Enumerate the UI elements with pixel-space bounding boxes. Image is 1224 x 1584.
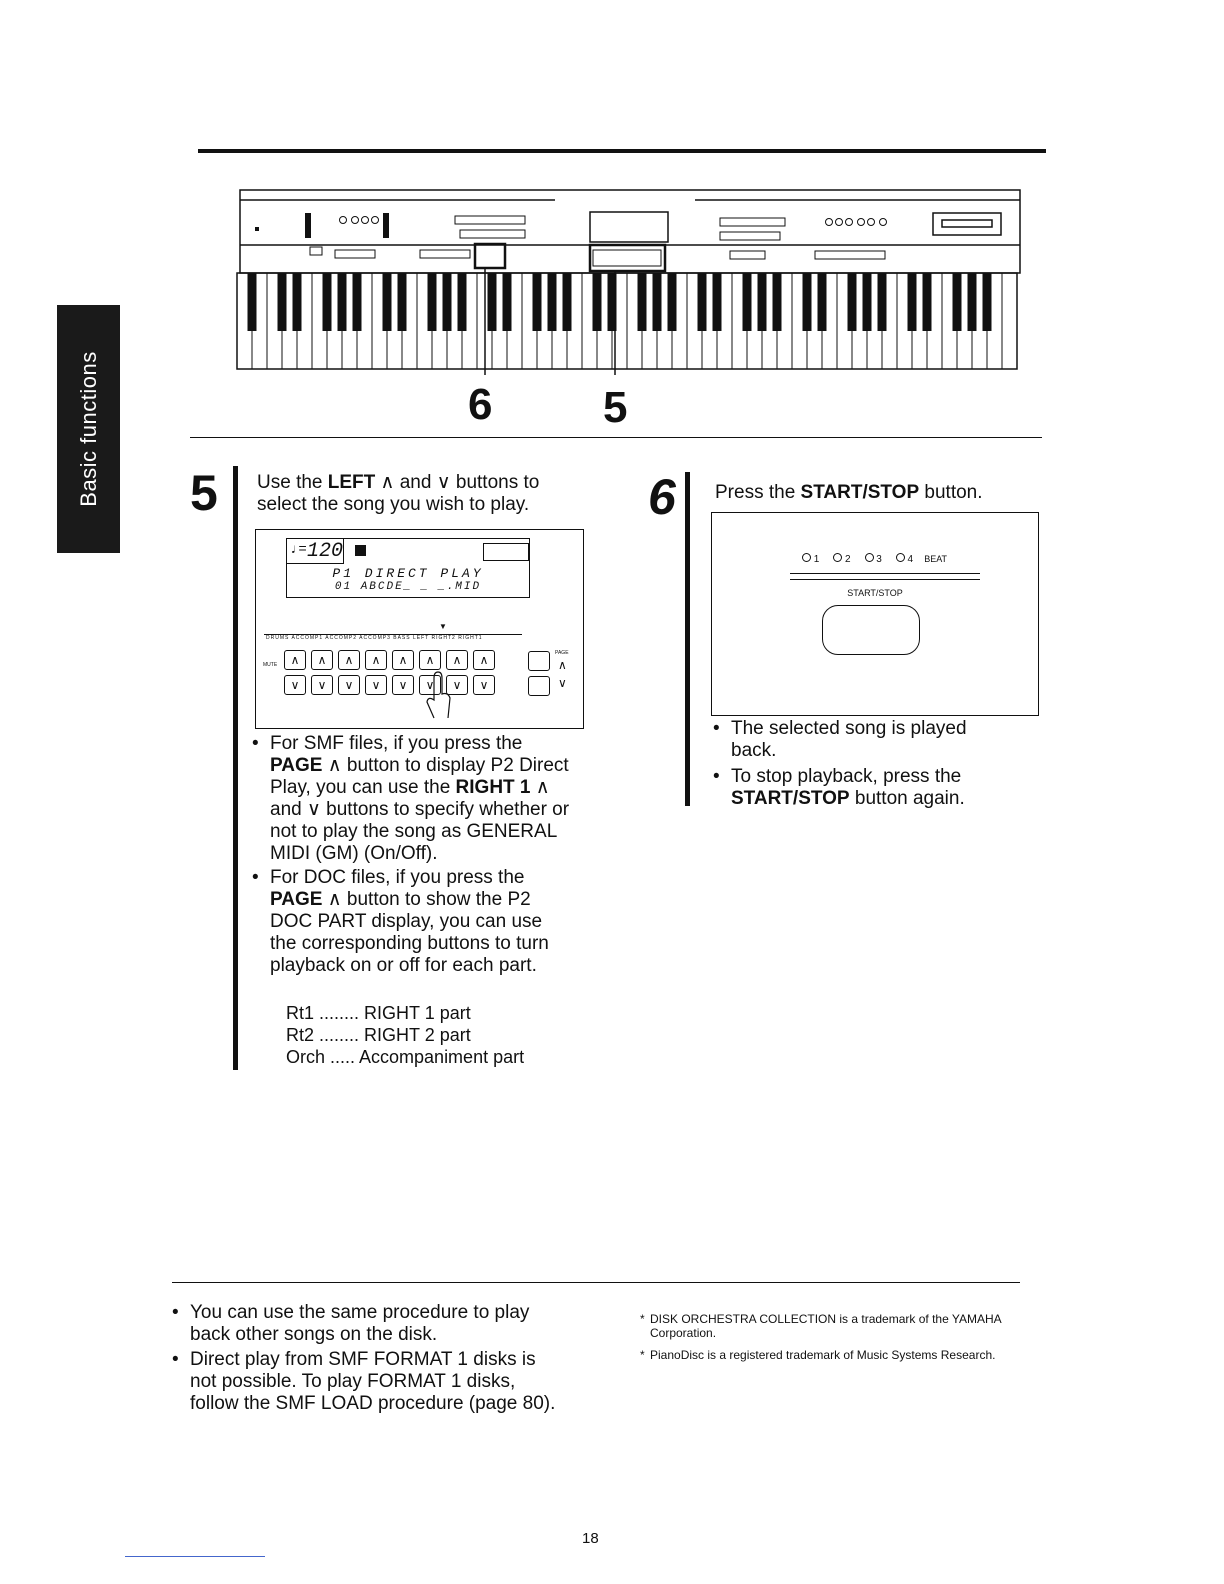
disk-icon [355, 545, 366, 556]
black-key [773, 273, 782, 331]
black-key [443, 273, 452, 331]
part-down-button[interactable]: ∨ [338, 675, 360, 695]
notes-rule [172, 1282, 1020, 1283]
general-notes [172, 1302, 557, 1415]
beat-led-2 [833, 553, 842, 562]
footnote-2: * PianoDisc is a registered trademark of Music Systems Research. [640, 1348, 996, 1362]
step-5-note-doc: • For DOC files, if you press the PAGE ∧ button to show the P2 DOC PART display, you can use the corresponding buttons to turn playback on or off for each part. [252, 867, 572, 977]
black-key [638, 273, 647, 331]
part-up-button[interactable]: ∧ [338, 650, 360, 670]
page-down-button[interactable] [528, 676, 550, 696]
callout-5: 5 [603, 383, 628, 432]
part-up-button[interactable]: ∧ [311, 650, 333, 670]
page-indicator [483, 543, 529, 561]
black-key [908, 273, 917, 331]
tempo-value: 120 [307, 540, 344, 563]
step-6-panel [711, 512, 1039, 716]
pointing-hand-icon [424, 670, 454, 725]
page-up-button[interactable] [528, 651, 550, 671]
step-5-note-smf: • For SMF files, if you press the PAGE ∧ button to display P2 Direct Play, you can use the RIGHT 1 ∧ and ∨ buttons to specify whether or not to play the song as GENERAL MIDI (GM) (On/Off). [252, 733, 572, 865]
step-5-bar [233, 466, 238, 1070]
step-6-bar [685, 472, 690, 806]
section-rule [190, 437, 1042, 438]
black-key [563, 273, 572, 331]
part-down-button[interactable]: ∨ [446, 675, 468, 695]
step-6-number: 6 [648, 469, 676, 525]
part-up-button[interactable]: ∧ [392, 650, 414, 670]
black-key [398, 273, 407, 331]
black-key [383, 273, 392, 331]
section-tab [57, 305, 120, 553]
black-key [533, 273, 542, 331]
part-labels: DRUMS ACCOMP1 ACCOMP2 ACCOMP3 BASS LEFT RIGHT2 RIGHT1 [266, 635, 483, 641]
black-key [758, 273, 767, 331]
step-5-intro: Use the LEFT ∧ and ∨ buttons to select the song you wish to play. [257, 472, 540, 515]
part-rt1: Rt1 ........ RIGHT 1 part [286, 1003, 471, 1023]
beat-indicators: 1 2 3 4 BEAT [802, 553, 947, 565]
black-key [428, 273, 437, 331]
general-note-2: • Direct play from SMF FORMAT 1 disks is not possible. To play FORMAT 1 disks, follow the SMF LOAD procedure (page 80). [172, 1349, 557, 1415]
black-key [593, 273, 602, 331]
black-key [653, 273, 662, 331]
black-key [278, 273, 287, 331]
part-down-button[interactable]: ∨ [392, 675, 414, 695]
black-key [818, 273, 827, 331]
black-key [338, 273, 347, 331]
black-key [863, 273, 872, 331]
lcd-screen [286, 538, 530, 598]
black-key [323, 273, 332, 331]
part-down-button[interactable]: ∨ [473, 675, 495, 695]
part-down-button[interactable]: ∨ [311, 675, 333, 695]
step-6-notes [713, 718, 1013, 810]
black-key [848, 273, 857, 331]
part-down-button[interactable]: ∨ [284, 675, 306, 695]
part-down-button[interactable]: ∨ [419, 675, 441, 695]
black-key [713, 273, 722, 331]
part-orch: Orch ..... Accompaniment part [286, 1047, 525, 1067]
beat-label: BEAT [924, 554, 948, 564]
left-label: LEFT [327, 472, 376, 493]
section-tab-label: Basic functions [75, 351, 101, 507]
footnotes [640, 1312, 1005, 1362]
black-key [968, 273, 977, 331]
beat-led-3 [865, 553, 874, 562]
black-key [743, 273, 752, 331]
page-number: 18 [582, 1530, 599, 1547]
step-5-display-panel [255, 529, 584, 729]
top-rule [198, 149, 1046, 153]
black-key [953, 273, 962, 331]
part-down-button[interactable]: ∨ [365, 675, 387, 695]
black-key [698, 273, 707, 331]
step-6-note-played: • The selected song is played back. [713, 718, 1013, 762]
keyboard-illustration [215, 180, 1030, 375]
mute-label: MUTE [263, 662, 278, 668]
step-5-notes [252, 733, 572, 977]
black-key [293, 273, 302, 331]
callout-6: 6 [468, 380, 493, 429]
part-up-button[interactable]: ∧ [473, 650, 495, 670]
general-note-1: • You can use the same procedure to play back other songs on the disk. [172, 1302, 557, 1346]
page-down-chevron-icon: ∨ [558, 676, 567, 690]
part-up-button[interactable]: ∧ [419, 650, 441, 670]
beat-led-1 [802, 553, 811, 562]
down-marker-icon: ▼ [439, 622, 447, 631]
page-up-chevron-icon: ∧ [558, 658, 567, 672]
step-6-intro: Press the START/STOP button. [715, 482, 983, 503]
part-list [286, 1002, 524, 1068]
page-label: PAGE [555, 650, 569, 656]
black-key [353, 273, 362, 331]
black-key [458, 273, 467, 331]
black-key [503, 273, 512, 331]
part-up-button[interactable]: ∧ [365, 650, 387, 670]
black-key [488, 273, 497, 331]
black-key [983, 273, 992, 331]
footnote-1: * DISK ORCHESTRA COLLECTION is a trademark of the YAMAHA Corporation. [640, 1312, 1001, 1340]
beat-led-4 [896, 553, 905, 562]
start-stop-label: START/STOP [800, 482, 920, 503]
part-rt2: Rt2 ........ RIGHT 2 part [286, 1025, 471, 1045]
footer-link-rule [125, 1556, 265, 1557]
black-key [548, 273, 557, 331]
black-key [668, 273, 677, 331]
black-key [923, 273, 932, 331]
step-6-note-stop: • To stop playback, press the START/STOP button again. [713, 766, 1013, 810]
start-stop-caption: START/STOP [847, 588, 903, 598]
part-up-button[interactable]: ∧ [284, 650, 306, 670]
lcd-line-1: P1 DIRECT PLAY [332, 566, 484, 581]
black-key [248, 273, 257, 331]
start-stop-button[interactable] [822, 605, 920, 655]
lcd-line-2: 01 ABCDE_ _ _.MID [334, 581, 482, 593]
black-key [803, 273, 812, 331]
tempo-mark: ♩= [290, 542, 307, 558]
step-5-number: 5 [190, 465, 218, 521]
black-key [878, 273, 887, 331]
white-key [1002, 273, 1017, 369]
part-up-button[interactable]: ∧ [446, 650, 468, 670]
